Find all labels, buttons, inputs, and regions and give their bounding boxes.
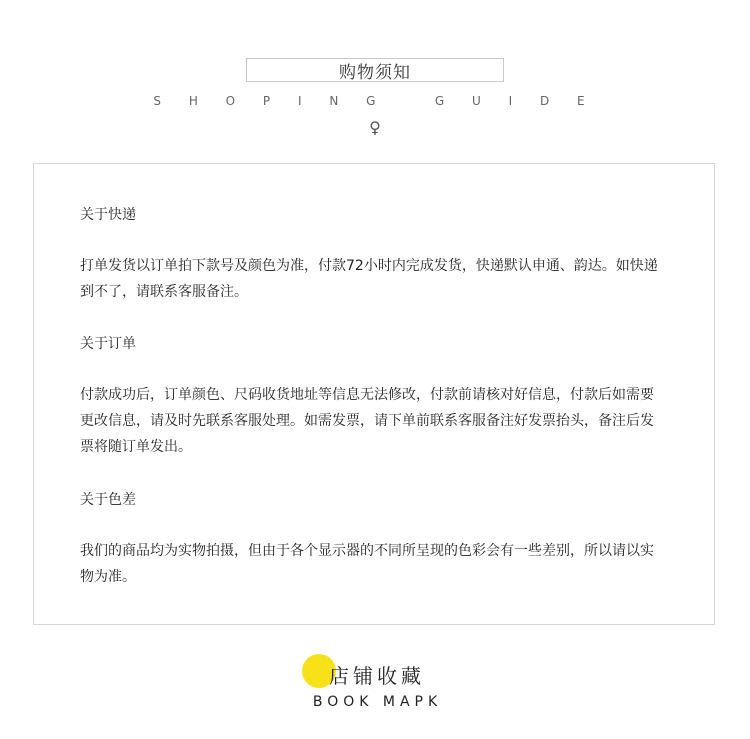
page-title: 购物须知 <box>246 58 504 82</box>
section-body-color <box>80 538 660 590</box>
body-line: 物为准。 <box>80 569 136 585</box>
bookmark-title: 店铺收藏 <box>329 664 425 688</box>
body-line: 付款成功后，订单颜色、尺码收货地址等信息无法修改，付款前请核对好信息，付款后如需要 <box>80 387 654 403</box>
body-line: 更改信息，请及时先联系客服处理。如需发票，请下单前联系客服备注好发票抬头，备注后发 <box>80 413 654 429</box>
bookmark-shop-button[interactable] <box>0 648 750 728</box>
female-symbol-icon: ♀ <box>369 118 381 137</box>
section-heading-express: 关于快递 <box>80 207 136 223</box>
bookmark-subtitle: BOOK MAPK <box>312 694 443 710</box>
page-subtitle: S H O P I N G G U I D E <box>153 94 597 108</box>
section-body-order <box>80 382 660 460</box>
section-body-express <box>80 253 660 305</box>
section-heading-color: 关于色差 <box>80 492 136 508</box>
section-heading-order: 关于订单 <box>80 336 136 352</box>
body-line: 我们的商品均为实物拍摄，但由于各个显示器的不同所呈现的色彩会有一些差别，所以请以实 <box>80 543 654 559</box>
shopping-guide-panel <box>33 163 715 625</box>
body-line: 到不了，请联系客服备注。 <box>80 284 248 300</box>
body-line: 打单发货以订单拍下款号及颜色为准，付款72小时内完成发货，快递默认申通、韵达。如快递 <box>80 258 658 274</box>
body-line: 票将随订单发出。 <box>80 439 192 455</box>
